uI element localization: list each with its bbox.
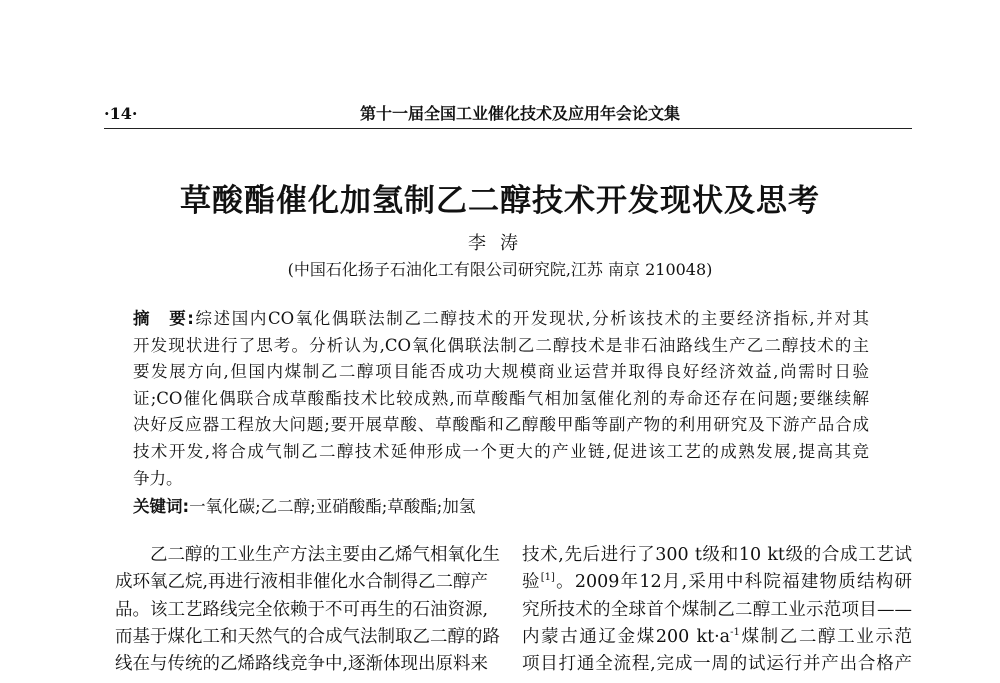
body-left-column bbox=[115, 542, 500, 678]
header-rule bbox=[104, 128, 912, 129]
body-line: 品。该工艺路线完全依赖于不可再生的石油资源, bbox=[115, 599, 489, 620]
page-number: ·14· bbox=[104, 104, 138, 123]
abstract-line: 决好反应器工程放大问题;要开展草酸、草酸酯和乙醇酸甲酯等副产物的利用研究及下游产品合成 bbox=[133, 415, 869, 435]
abstract-line: 要发展方向,但国内煤制乙二醇项目能否成功大规模商业运营并取得良好经济效益,尚需时日验 bbox=[133, 362, 869, 382]
body-line: 内蒙古通辽金煤200 $kt\cdot a^{-1}$煤制乙二醇工业示范 bbox=[522, 626, 912, 647]
body-line: 验[1]。2009年12月,采用中科院福建物质结构研 bbox=[522, 572, 912, 593]
body-line: 技术,先后进行了300 t级和10 kt级的合成工艺试 bbox=[522, 545, 912, 565]
keywords-text: 一氧化碳;乙二醇;亚硝酸酯;草酸酯;加氢 bbox=[189, 497, 476, 516]
citation: [1] bbox=[540, 572, 555, 584]
body-line: 究所技术的全球首个煤制乙二醇工业示范项目—— bbox=[522, 599, 912, 620]
body-line: 项目打通全流程,完成一周的试运行并产出合格产 bbox=[522, 654, 912, 675]
abstract-line: 争力。 bbox=[133, 468, 183, 488]
body-right-column bbox=[522, 542, 912, 678]
body-line: 线在与传统的乙烯路线竞争中,逐渐体现出原料来 bbox=[115, 654, 489, 675]
abstract-line: 技术开发,将合成气制乙二醇技术延伸形成一个更大的产业链,促进该工艺的成熟发展,提高其竞 bbox=[133, 441, 869, 461]
abstract-line: 证;CO催化偶联合成草酸酯技术比较成熟,而草酸酯气相加氢催化剂的寿命还存在问题;要继续解 bbox=[133, 388, 869, 408]
body-line: 而基于煤化工和天然气的合成气法制取乙二醇的路 bbox=[115, 626, 500, 647]
exponent: -1 bbox=[730, 627, 740, 639]
abstract bbox=[133, 306, 869, 492]
affiliation: (中国石化扬子石油化工有限公司研究院,江苏 南京 210048) bbox=[287, 260, 713, 279]
paper-title: 草酸酯催化加氢制乙二醇技术开发现状及思考 bbox=[180, 183, 820, 219]
author: 李涛 bbox=[468, 233, 532, 254]
body-line: 乙二醇的工业生产方法主要由乙烯气相氧化生 bbox=[150, 545, 500, 565]
running-header: 第十一届全国工业催化技术及应用年会论文集 bbox=[360, 104, 681, 123]
abstract-line: 开发现状进行了思考。分析认为,CO氧化偶联法制乙二醇技术是非石油路线生产乙二醇技术的主 bbox=[133, 335, 869, 355]
abstract-label: 摘 要: bbox=[133, 309, 194, 328]
keywords-label: 关键词: bbox=[133, 497, 190, 516]
keywords bbox=[133, 493, 475, 517]
body-line: 成环氧乙烷,再进行液相非催化水合制得乙二醇产 bbox=[115, 572, 489, 593]
abstract-line: 摘 要:综述国内CO氧化偶联法制乙二醇技术的开发现状,分析该技术的主要经济指标,并对其 bbox=[133, 309, 869, 328]
